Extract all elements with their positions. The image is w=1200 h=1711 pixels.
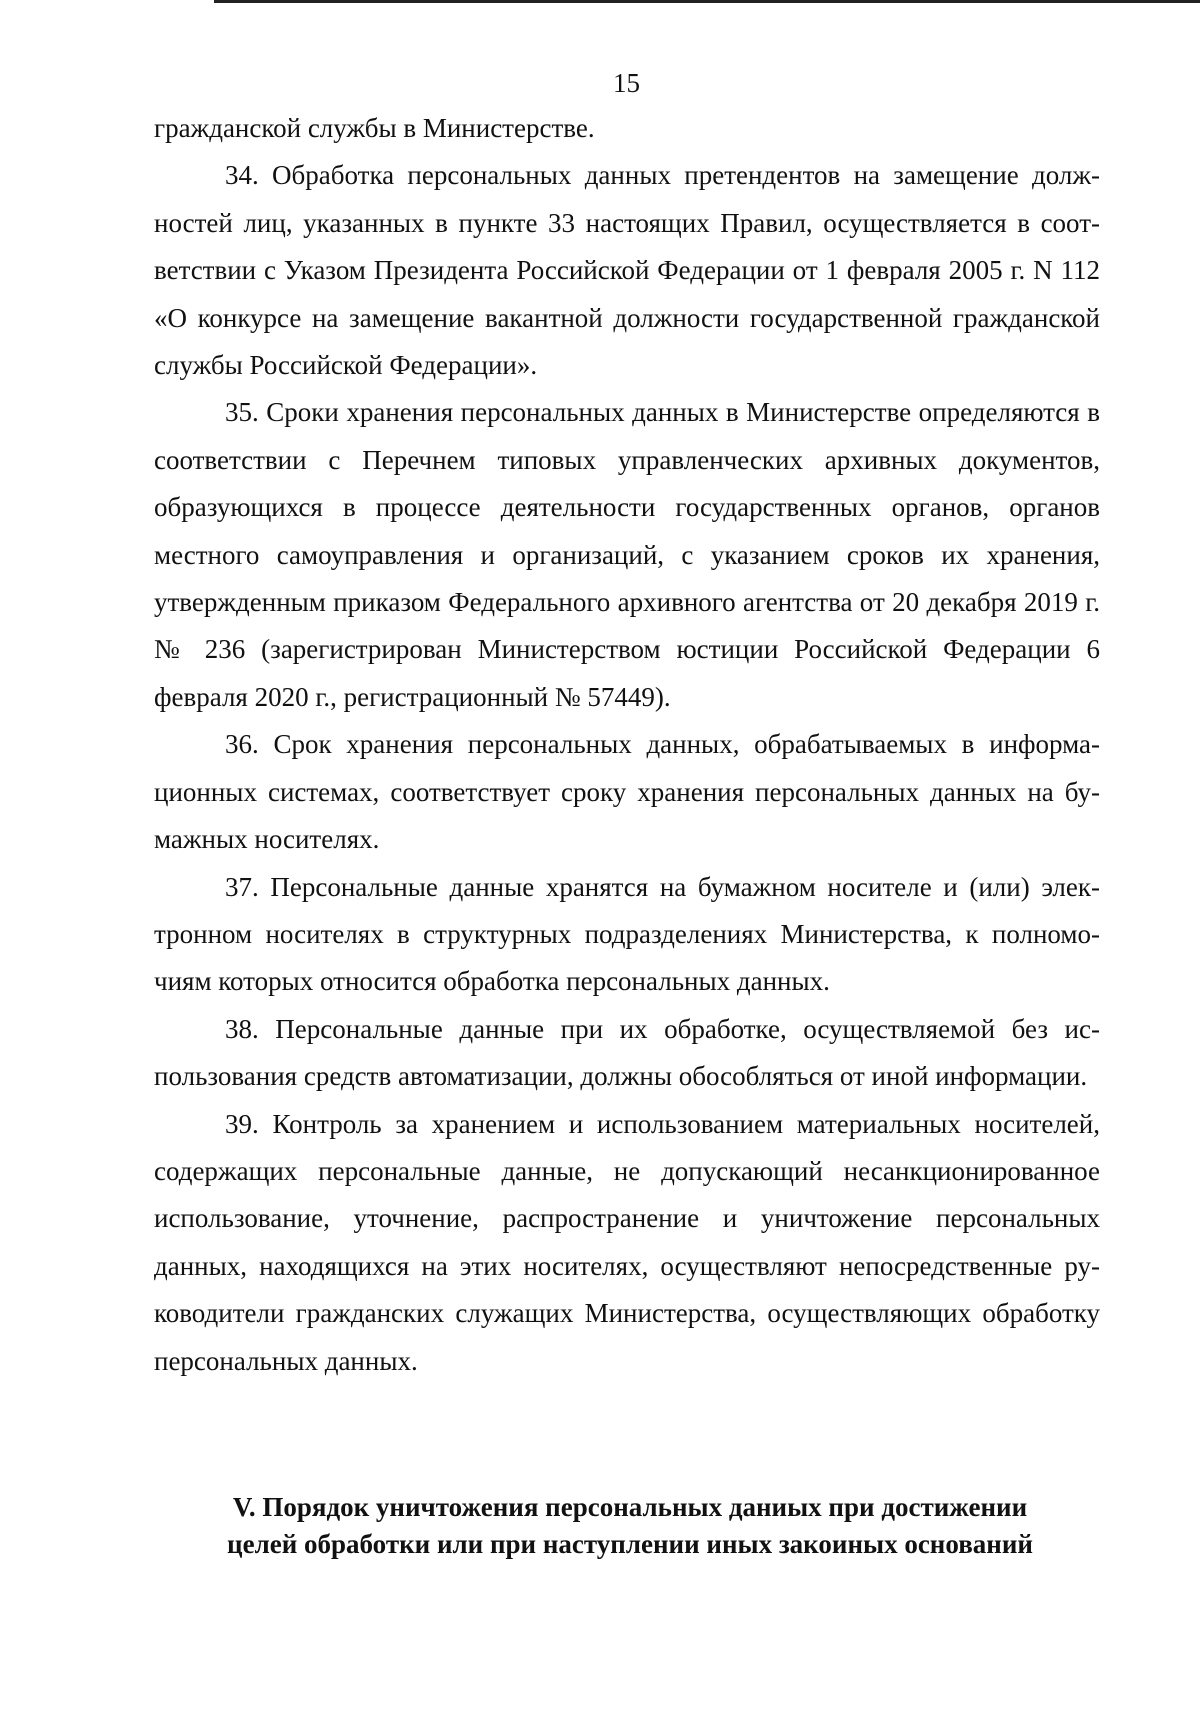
- paragraph-36: 36. Срок хранения персональных данных, обрабатываемых в информационных системах, соответствует сроку хранения персональных данных на бумажных носителях.: [154, 729, 1100, 855]
- section-heading-line-1: V. Порядок уничтожения персональных даниых при достижении: [232, 1492, 1028, 1522]
- section-heading-line-2: целей обработки или при наступлении иных закоиных оснований: [227, 1529, 1033, 1559]
- document-body: [154, 105, 1100, 1385]
- paragraph-35: 35. Сроки хранения персональных данных в Министерстве определяются в соответствии с Перечнем типовых управленческих архивных документов, образующихся в процессе деятельности государственных органов, органов местного самоуправления и организаций, с указанием сроков их хранения, утвержденным приказом Федерального архивного агентства от 20 декабря 2019 г. № 236 (зарегистрирован Министерством юстиции Российской Федерации 6 февраля 2020 г., регистрационный № 57449).: [154, 397, 1100, 712]
- top-border-line: [214, 0, 1200, 3]
- section-heading: [160, 1489, 1100, 1563]
- paragraph-38: 38. Персональные данные при их обработке, осуществляемой без использования средств автоматизации, должны обособляться от иной информации.: [154, 1013, 1100, 1092]
- continuation-paragraph: гражданской службы в Министерстве.: [154, 113, 595, 143]
- paragraph-39: 39. Контроль за хранением и использованием материальных носителей, содержащих персональные данные, не допускающий несанкционированное использование, уточнение, распространение и уничтожение персональных данных, находящихся на этих носителях, осуществляют непосредственные руководители гражданских служащих Министерства, осуществляющих обработку персональных данных.: [154, 1108, 1100, 1376]
- page-number: 15: [613, 68, 640, 98]
- paragraph-37: 37. Персональные данные хранятся на бумажном носителе и (или) электронном носителях в структурных подразделениях Министерства, к полномочиям которых относится обработка персональных данных.: [154, 871, 1100, 997]
- paragraph-34: 34. Обработка персональных данных претендентов на замещение должностей лиц, указанных в пункте 33 настоящих Правил, осуществляется в соответствии с Указом Президента Российской Федерации от 1 февраля 2005 г. N 112 «О конкурсе на замещение вакантной должности государственной гражданской службы Российской Федерации».: [154, 160, 1100, 381]
